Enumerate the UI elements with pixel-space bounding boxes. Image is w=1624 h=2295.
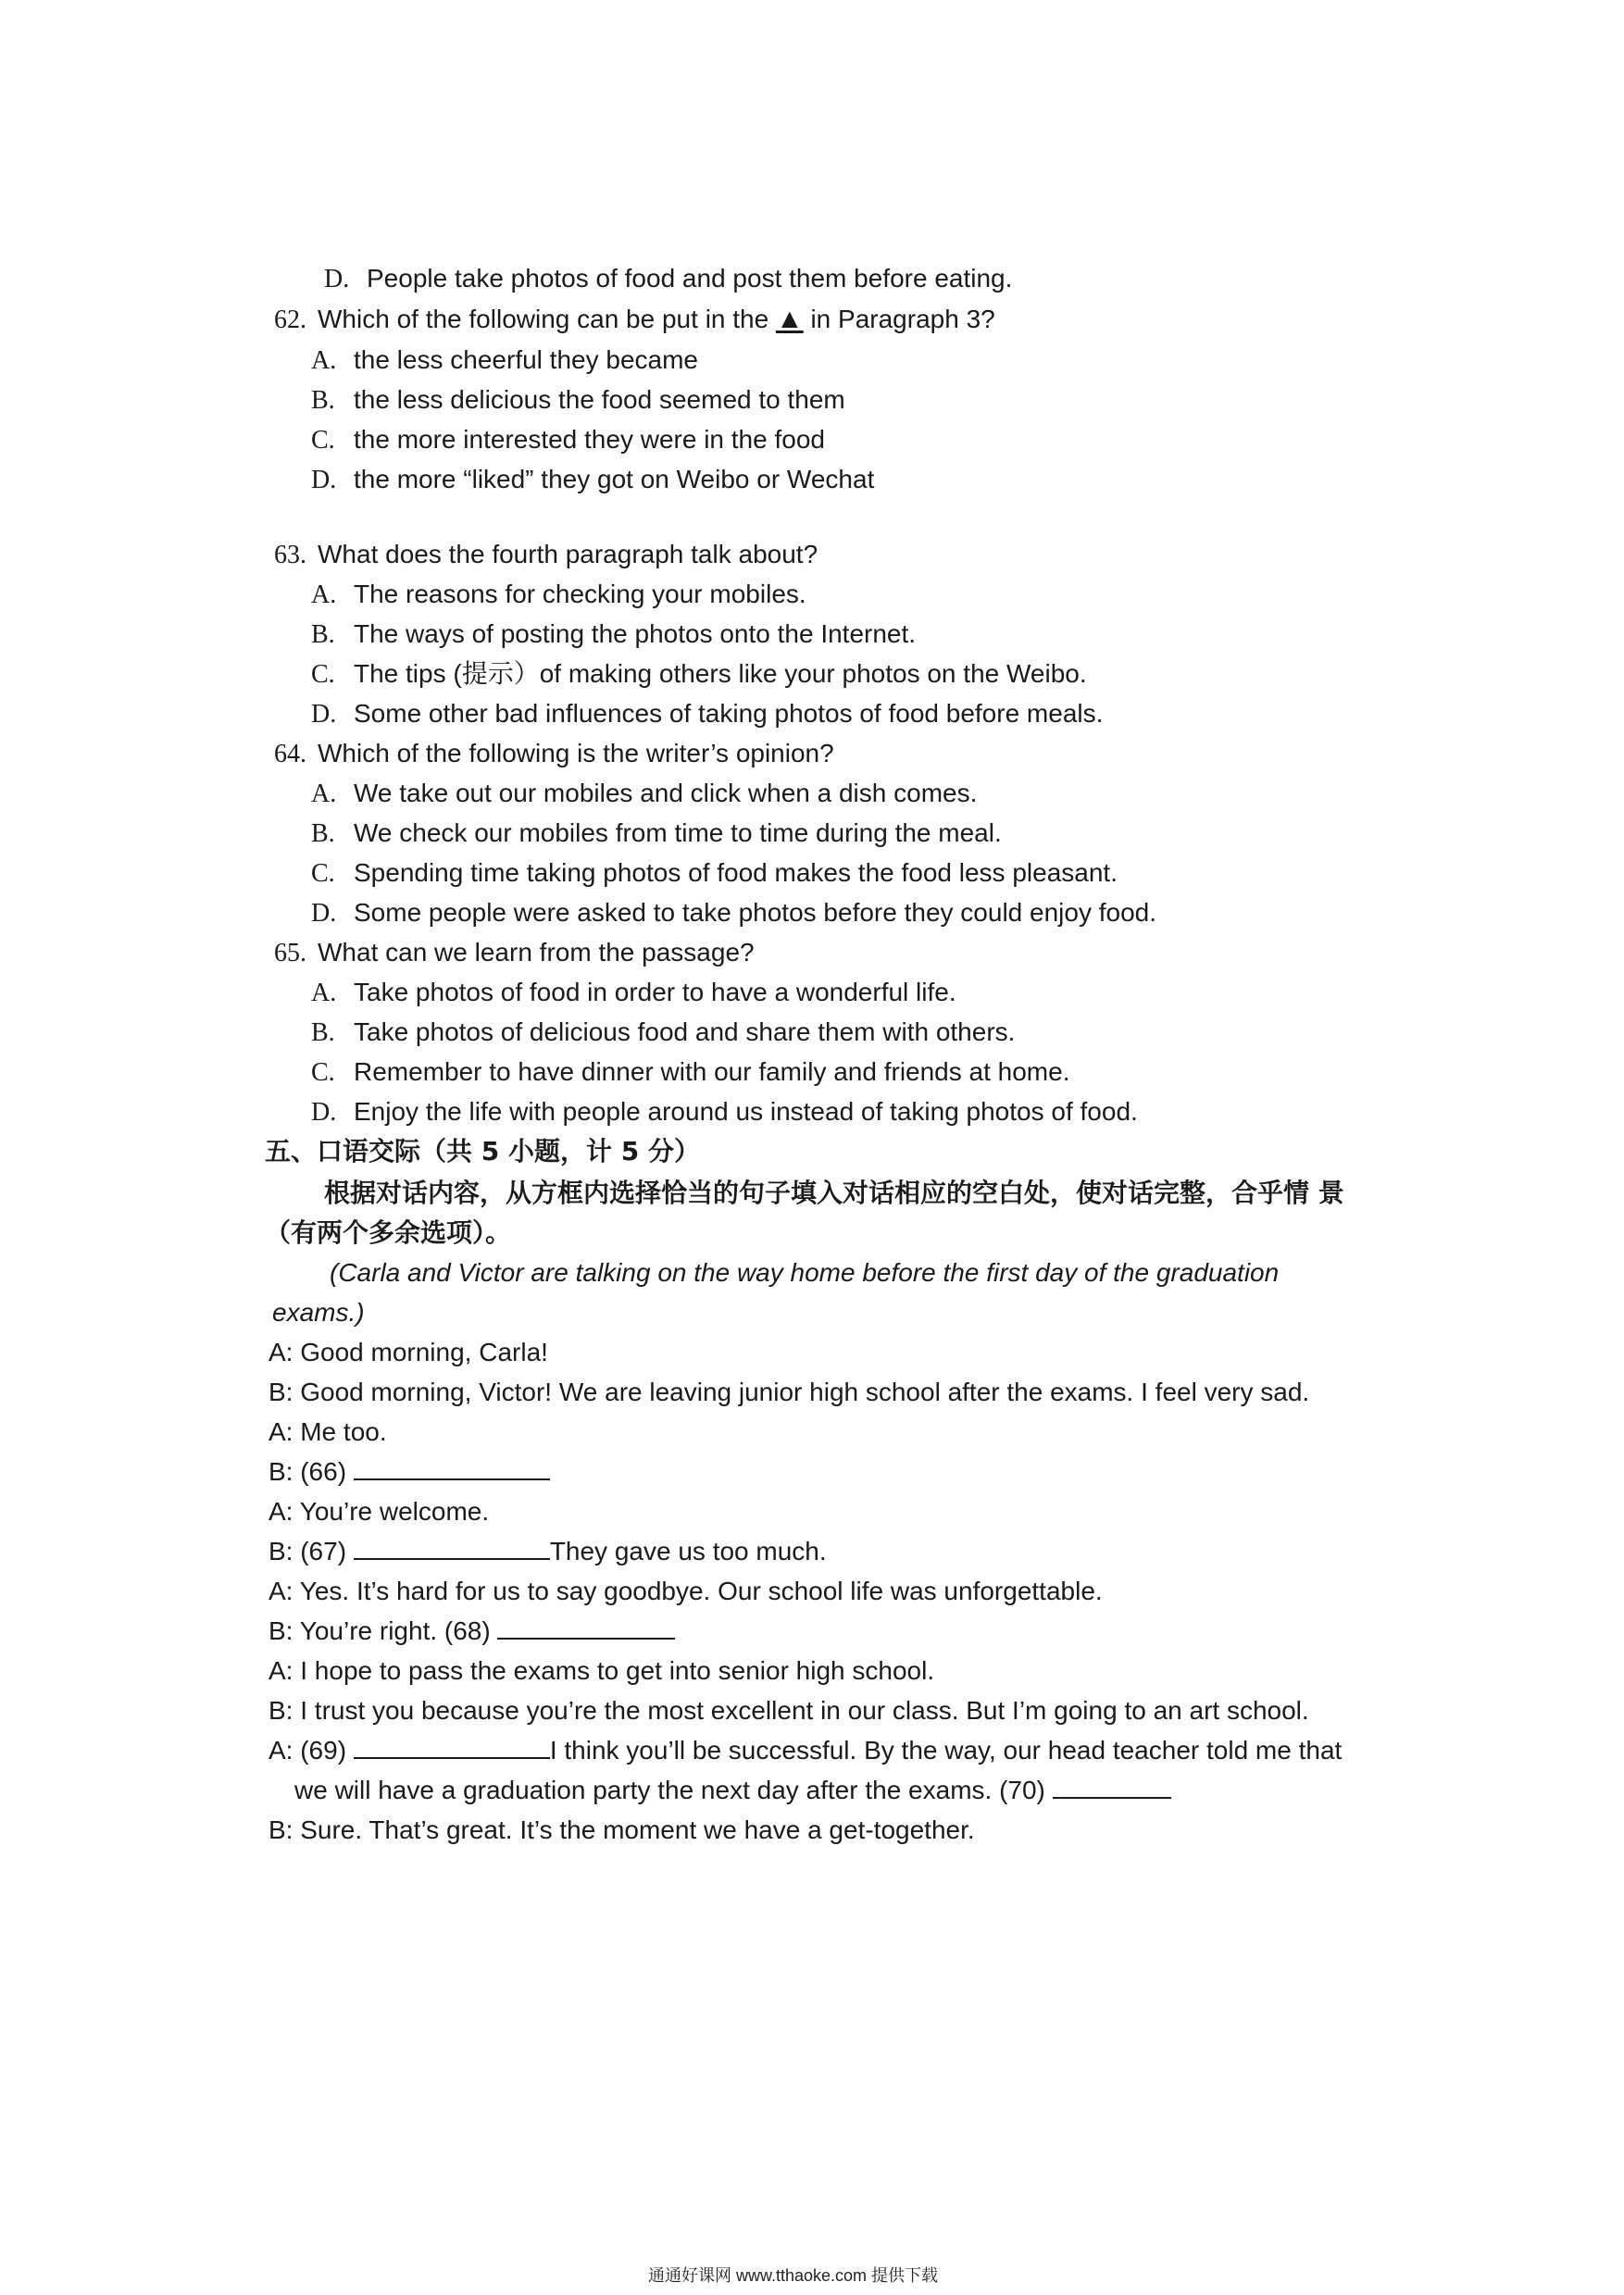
option-letter: B.: [311, 386, 335, 415]
stem-text-after: in Paragraph 3?: [810, 305, 995, 333]
q64-option-a: [311, 778, 977, 810]
q62-option-d: [311, 464, 874, 496]
q65-option-a: [311, 977, 956, 1009]
dialogue-line-69: [269, 1735, 1342, 1766]
option-letter: A.: [311, 780, 337, 808]
q63-option-d: [311, 698, 1103, 730]
dialogue-text-after: I think you’ll be successful. By the way, our head teacher told me that: [549, 1736, 1343, 1765]
dialogue-context-line1: (Carla and Victor are talking on the way home before the first day of the graduation: [330, 1258, 1280, 1287]
stem-text: Which of the following is the writer’s opinion?: [318, 739, 834, 767]
q65-option-d: [311, 1096, 1138, 1129]
dialogue-text: B: You’re right. (68): [269, 1616, 491, 1645]
triangle-marker-icon: ▲: [775, 304, 804, 334]
dialogue-line-68: [269, 1615, 675, 1647]
q63-stem: [274, 539, 818, 571]
dialogue-line-70: [294, 1775, 1171, 1806]
q62-stem: [274, 304, 995, 336]
dialogue-line: B: I trust you because you’re the most excellent in our class. But I’m going to an art school.: [269, 1696, 1309, 1725]
option-text: Take photos of food in order to have a wonderful life.: [354, 978, 956, 1006]
option-letter: A.: [311, 580, 337, 609]
option-text: the less delicious the food seemed to them: [354, 385, 845, 414]
q61-option-d: [324, 263, 1012, 295]
option-letter: A.: [311, 979, 337, 1007]
option-letter: D.: [311, 700, 337, 729]
option-text: Spending time taking photos of food makes the food less pleasant.: [354, 858, 1118, 887]
option-letter: B.: [311, 819, 335, 848]
q64-option-b: [311, 817, 1002, 850]
section-instruction-line1: 根据对话内容，从方框内选择恰当的句子填入对话相应的空白处，使对话完整，合乎情 景: [324, 1178, 1344, 1208]
option-text: We check our mobiles from time to time during the meal.: [354, 818, 1002, 847]
question-number: 62.: [274, 306, 306, 334]
option-letter: C.: [311, 859, 335, 888]
dialogue-line: A: You’re welcome.: [269, 1497, 490, 1526]
option-text: Some other bad influences of taking photos of food before meals.: [354, 699, 1104, 728]
option-letter: D.: [311, 1098, 337, 1127]
dialogue-line-66: [269, 1456, 550, 1488]
option-text: People take photos of food and post them before eating.: [367, 264, 1013, 293]
question-number: 63.: [274, 541, 306, 569]
option-text: Remember to have dinner with our family and friends at home.: [354, 1057, 1070, 1086]
q62-option-a: [311, 344, 698, 377]
dialogue-text: we will have a graduation party the next day after the exams. (70): [294, 1776, 1045, 1804]
dialogue-line: A: I hope to pass the exams to get into senior high school.: [269, 1656, 935, 1685]
dialogue-line: B: Good morning, Victor! We are leaving junior high school after the exams. I feel very sad.: [269, 1378, 1310, 1406]
option-text: Some people were asked to take photos before they could enjoy food.: [354, 898, 1157, 927]
option-text: the less cheerful they became: [354, 345, 698, 374]
option-letter: D.: [311, 899, 337, 928]
option-text: The reasons for checking your mobiles.: [354, 580, 806, 608]
question-number: 64.: [274, 740, 306, 768]
dialogue-line: A: Yes. It’s hard for us to say goodbye. Our school life was unforgettable.: [269, 1577, 1103, 1605]
option-text: The tips (提示）of making others like your photos on the Weibo.: [354, 659, 1087, 688]
option-text: the more “liked” they got on Weibo or Wechat: [354, 465, 875, 493]
q63-option-c: [311, 658, 1087, 691]
section-instruction-line2: （有两个多余选项）。: [265, 1217, 512, 1248]
dialogue-line: A: Good morning, Carla!: [269, 1338, 548, 1366]
answer-blank-67[interactable]: [354, 1538, 550, 1560]
dialogue-text: B: (67): [269, 1537, 347, 1565]
option-letter: C.: [311, 660, 335, 689]
q64-stem: [274, 738, 834, 770]
answer-blank-70[interactable]: [1053, 1777, 1171, 1799]
answer-blank-68[interactable]: [497, 1617, 675, 1640]
stem-text-before: Which of the following can be put in the: [318, 305, 769, 333]
answer-blank-69[interactable]: [354, 1737, 550, 1759]
section-heading: 五、口语交际（共 5 小题，计 5 分）: [265, 1136, 700, 1166]
option-letter: C.: [311, 426, 335, 455]
dialogue-line: A: Me too.: [269, 1417, 387, 1446]
dialogue-context-line2: exams.): [272, 1298, 365, 1327]
q65-option-b: [311, 1017, 1015, 1049]
option-text: Enjoy the life with people around us instead of taking photos of food.: [354, 1097, 1138, 1126]
stem-text: What can we learn from the passage?: [318, 938, 755, 967]
option-letter: A.: [311, 346, 337, 375]
q64-option-d: [311, 897, 1156, 929]
q62-option-b: [311, 384, 845, 417]
q63-option-a: [311, 579, 806, 611]
option-letter: C.: [311, 1058, 335, 1087]
q65-stem: [274, 937, 755, 969]
dialogue-text-after: They gave us too much.: [549, 1537, 827, 1565]
q64-option-c: [311, 857, 1118, 890]
dialogue-line-67: [269, 1536, 827, 1567]
option-letter: D.: [311, 466, 337, 494]
q65-option-c: [311, 1056, 1070, 1089]
q62-option-c: [311, 424, 825, 456]
q63-option-b: [311, 618, 916, 651]
page-footer: 通通好课网 www.tthaoke.com 提供下载: [648, 2266, 939, 2285]
dialogue-text: B: (66): [269, 1457, 347, 1486]
option-text: the more interested they were in the food: [354, 425, 825, 454]
stem-text: What does the fourth paragraph talk about?: [318, 540, 818, 568]
option-text: The ways of posting the photos onto the Internet.: [354, 619, 917, 648]
option-text: Take photos of delicious food and share them with others.: [354, 1017, 1016, 1046]
answer-blank-66[interactable]: [354, 1458, 550, 1480]
option-letter: D.: [324, 265, 350, 293]
option-letter: B.: [311, 1018, 335, 1047]
dialogue-text: A: (69): [269, 1736, 347, 1765]
option-letter: B.: [311, 620, 335, 649]
question-number: 65.: [274, 939, 306, 967]
option-text: We take out our mobiles and click when a dish comes.: [354, 779, 978, 807]
dialogue-line: B: Sure. That’s great. It’s the moment we have a get-together.: [269, 1815, 975, 1844]
